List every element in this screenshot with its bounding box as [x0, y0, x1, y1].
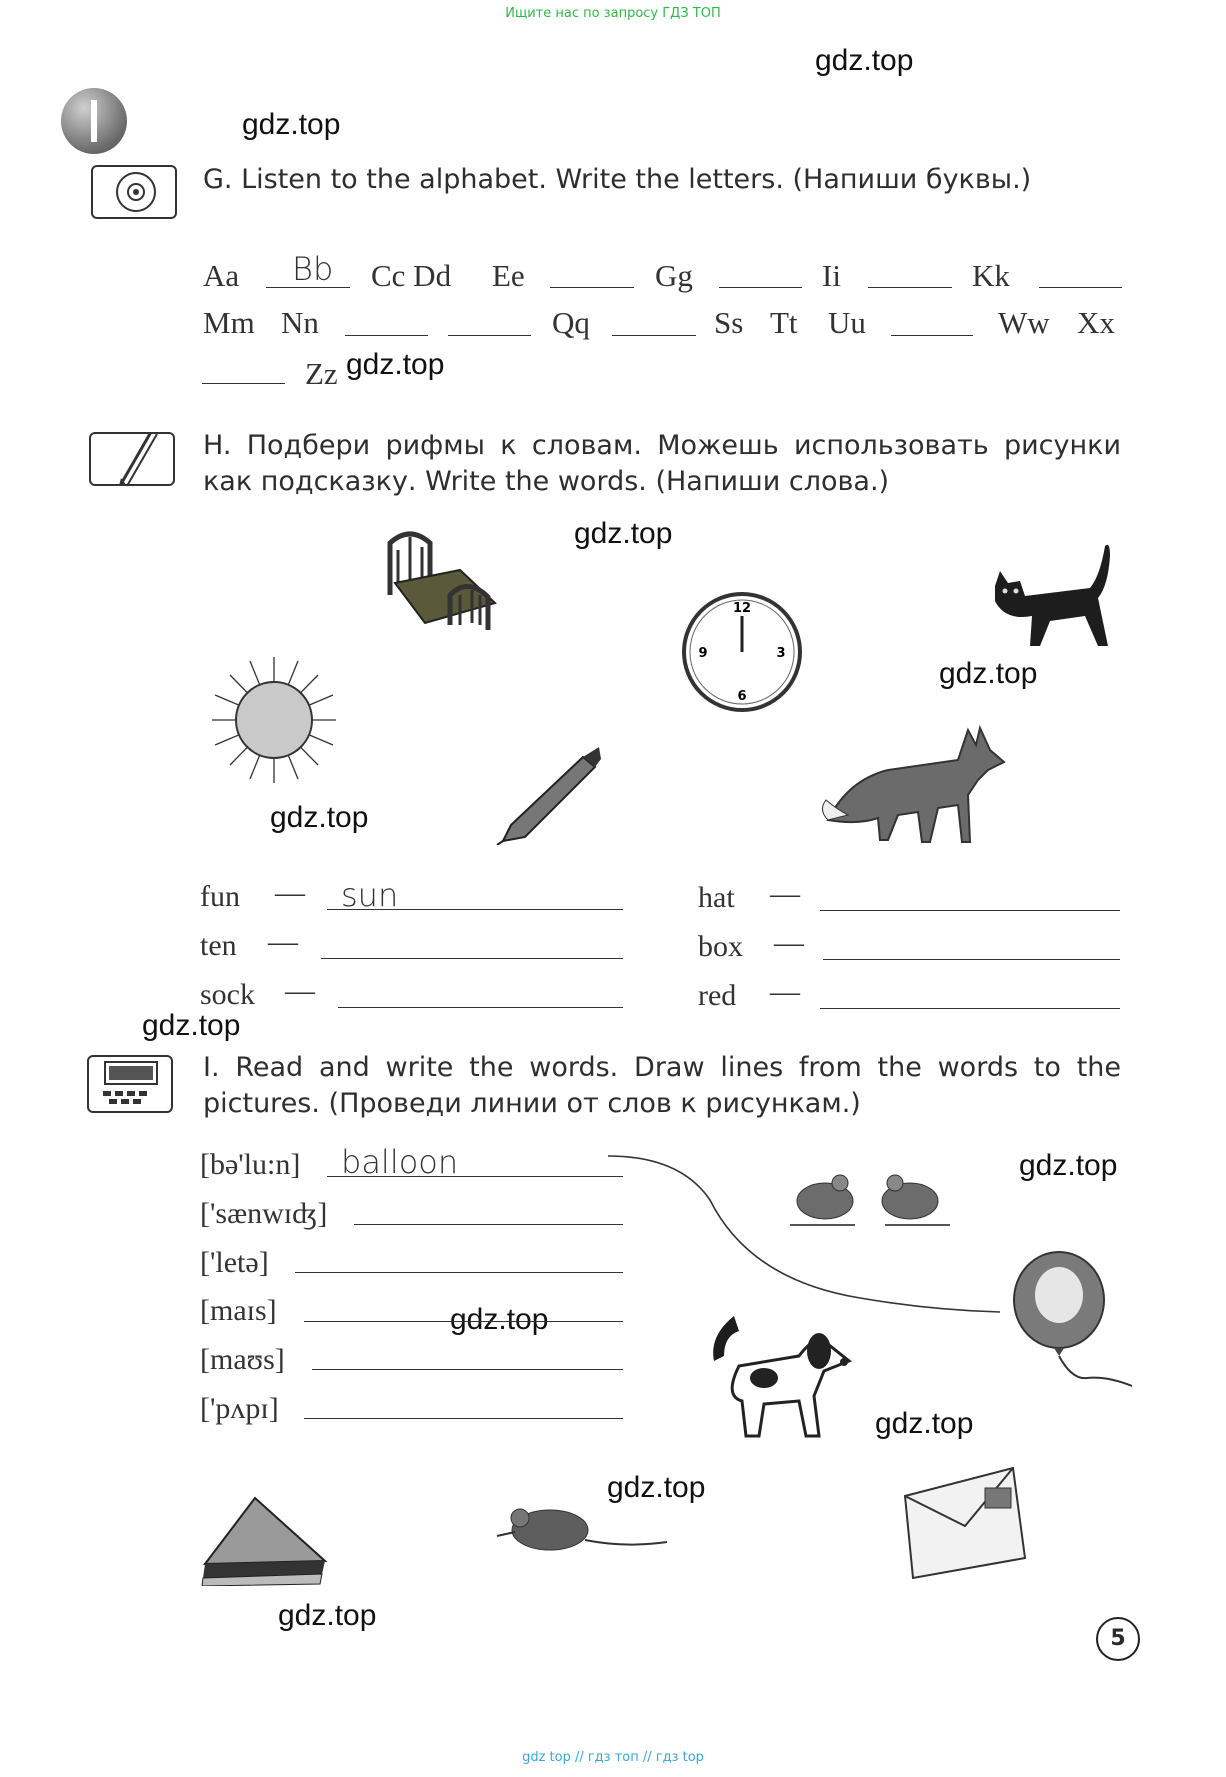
letter: Kk — [972, 258, 1010, 293]
dash: — — [275, 876, 305, 909]
handwritten-answer: sun — [341, 876, 399, 914]
page-number: 5 — [1096, 1617, 1140, 1661]
sandwich-picture — [200, 1496, 330, 1586]
transcription: ['pʌpɪ] — [200, 1392, 279, 1425]
watermark: gdz.top — [242, 108, 341, 141]
dash: — — [774, 926, 804, 959]
cd-icon — [91, 165, 177, 219]
task-i-title: I. Read and write the words. Draw lines from the words to the pictures. (Проведи линии от слов к рисункам.) — [203, 1052, 1121, 1119]
answer-line[interactable] — [338, 1007, 623, 1008]
watermark: gdz.top — [450, 1303, 549, 1336]
watermark: gdz.top — [815, 44, 914, 77]
letter: Ss — [714, 305, 744, 340]
task-h-title: H. Подбери рифмы к словам. Можешь использовать рисунки как подсказку. Write the words. (Напиши слова.) — [203, 430, 1121, 497]
rhyme-word: fun — [200, 880, 240, 913]
watermark: gdz.top — [270, 801, 369, 834]
letter-blank[interactable] — [612, 335, 696, 336]
pen-picture — [495, 745, 605, 845]
transcription: ['sænwɪʤ] — [200, 1197, 328, 1230]
transcription: ['letə] — [200, 1246, 269, 1279]
letter: Cc Dd — [371, 258, 452, 293]
answer-line[interactable] — [304, 1321, 623, 1322]
answer-line[interactable] — [354, 1224, 623, 1225]
bottom-banner: gdz top // гдз топ // гдз top — [522, 1750, 704, 1765]
letter-envelope-picture — [903, 1466, 1027, 1582]
answer-line[interactable] — [312, 1369, 623, 1370]
mouse-picture — [485, 1500, 669, 1560]
answer-line[interactable] — [823, 959, 1120, 960]
letter: Ii — [822, 258, 841, 293]
rhyme-word: hat — [698, 881, 735, 914]
watermark: gdz.top — [607, 1471, 706, 1504]
bed-picture — [380, 525, 500, 645]
svg-text:9: 9 — [698, 646, 708, 661]
dash: — — [770, 877, 800, 910]
cat-picture — [980, 536, 1120, 656]
letter-blank[interactable] — [719, 287, 802, 288]
letter-blank[interactable] — [345, 335, 428, 336]
handwritten-answer: Bb — [292, 250, 334, 288]
letter: Nn — [281, 305, 319, 340]
transcription: [maʊs] — [200, 1343, 285, 1376]
watermark: gdz.top — [1019, 1149, 1118, 1182]
transcription: [bə'lu:n] — [200, 1148, 301, 1181]
section-tab-mark — [91, 100, 97, 142]
sun-picture — [210, 655, 338, 785]
watermark: gdz.top — [574, 517, 673, 550]
svg-text:6: 6 — [737, 689, 747, 704]
letter: Qq — [552, 305, 590, 340]
dash: — — [268, 925, 298, 958]
svg-text:3: 3 — [776, 646, 786, 661]
mice-picture — [780, 1163, 960, 1233]
letter: Zz — [305, 356, 338, 391]
fox-picture — [818, 720, 1008, 850]
answer-line[interactable] — [820, 910, 1120, 911]
watermark: gdz.top — [875, 1407, 974, 1440]
clock-picture — [680, 590, 804, 714]
rhyme-word: red — [698, 979, 737, 1012]
task-g-title: G. Listen to the alphabet. Write the letters. (Напиши буквы.) — [203, 164, 1032, 195]
rhyme-word: sock — [200, 978, 255, 1011]
letter-blank[interactable] — [550, 287, 634, 288]
answer-line[interactable] — [304, 1418, 623, 1419]
watermark: gdz.top — [142, 1009, 241, 1042]
answer-line[interactable] — [820, 1008, 1120, 1009]
letter-blank[interactable] — [1039, 287, 1122, 288]
letter: Ww — [998, 305, 1050, 340]
dash: — — [770, 975, 800, 1008]
letter: Uu — [828, 305, 866, 340]
letter: Aa — [203, 258, 240, 293]
watermark: gdz.top — [939, 657, 1038, 690]
letter-blank[interactable] — [448, 335, 531, 336]
transcription: [maɪs] — [200, 1294, 277, 1327]
rhyme-word: ten — [200, 929, 237, 962]
letter: Gg — [655, 258, 693, 293]
pencil-icon — [89, 432, 175, 486]
puppy-picture — [704, 1306, 854, 1446]
dash: — — [285, 974, 315, 1007]
rhyme-word: box — [698, 930, 743, 963]
cassette-player-icon — [87, 1055, 173, 1113]
watermark: gdz.top — [278, 1599, 377, 1632]
letter: Xx — [1077, 305, 1115, 340]
balloon-picture — [1012, 1250, 1142, 1390]
watermark: gdz.top — [346, 348, 445, 381]
letter-blank[interactable] — [868, 287, 952, 288]
answer-line[interactable] — [295, 1272, 623, 1273]
letter: Tt — [770, 305, 798, 340]
svg-text:12: 12 — [732, 601, 752, 616]
answer-line[interactable] — [321, 958, 623, 959]
letter-blank[interactable] — [202, 383, 285, 384]
letter: Mm — [203, 305, 255, 340]
letter: Ee — [492, 258, 525, 293]
letter-blank[interactable] — [891, 335, 973, 336]
handwritten-answer: balloon — [341, 1143, 459, 1181]
top-banner: Ищите нас по запросу ГДЗ ТОП — [505, 6, 721, 21]
